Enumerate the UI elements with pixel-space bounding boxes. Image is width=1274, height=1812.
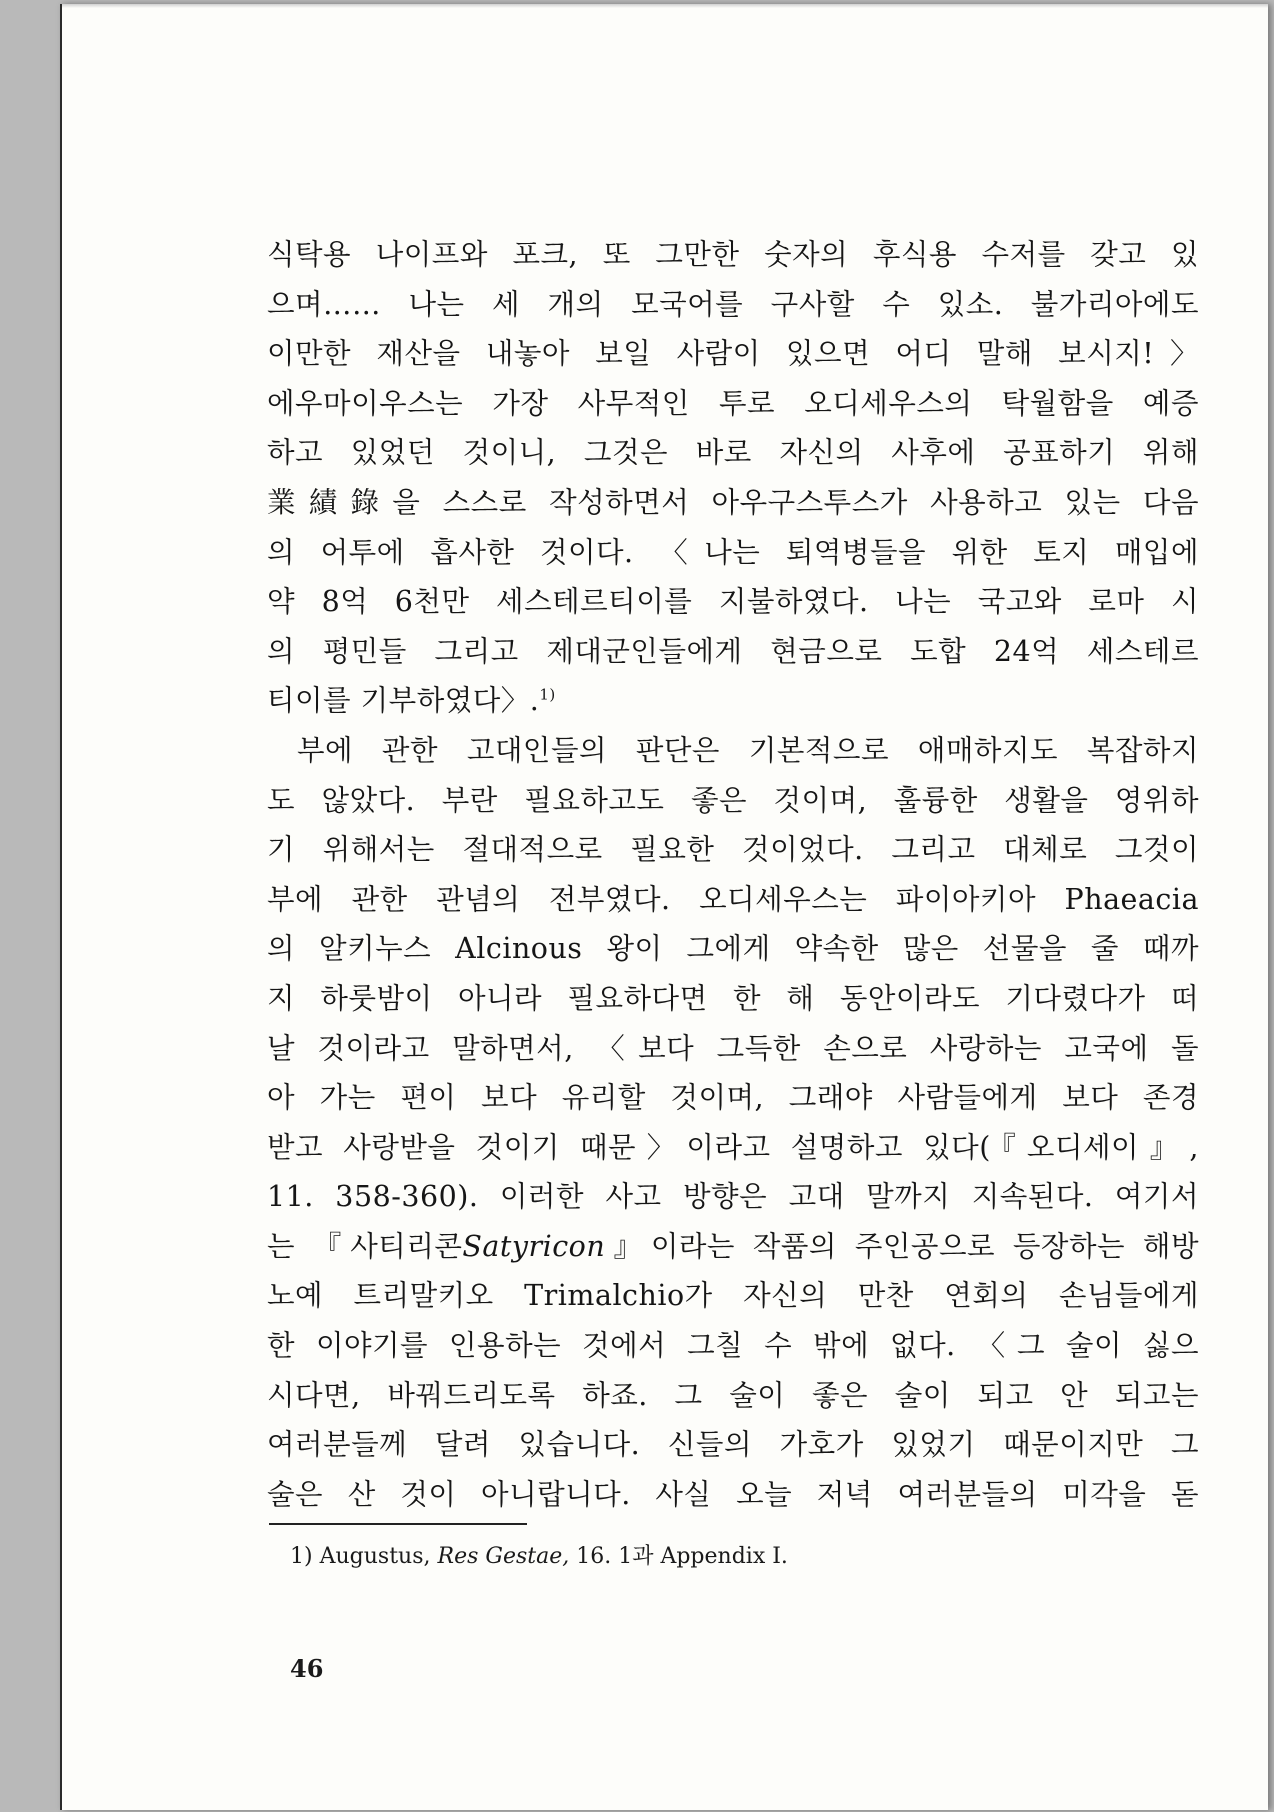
- text-line-content: 티이를 기부하였다〉.: [267, 684, 540, 718]
- body-text: [267, 230, 1199, 1519]
- text-line: 기 위해서는 절대적으로 필요한 것이었다. 그리고 대체로 그것이: [267, 833, 1199, 867]
- text-line: 식탁용 나이프와 포크, 또 그만한 숫자의 후식용 수저를 갖고 있: [267, 238, 1199, 271]
- footnote-detail: 16. 1과 Appendix I.: [576, 1544, 788, 1569]
- text-line: 약 8억 6천만 세스테르티이를 지불하였다. 나는 국고와 로마 시: [267, 585, 1199, 619]
- text-line: 에우마이우스는 가장 사무적인 투로 오디세우스의 탁월함을 예증: [267, 386, 1199, 420]
- text-line: 부에 관한 관념의 전부였다. 오디세우스는 파이아키아 Phaeacia: [267, 882, 1199, 916]
- footnote-number: 1): [290, 1544, 313, 1569]
- text-line: 이만한 재산을 내놓아 보일 사람이 있으면 어디 말해 보시지!〉: [267, 337, 1199, 371]
- footnote-author: Augustus,: [319, 1544, 431, 1569]
- text-line: 의 알키누스 Alcinous 왕이 그에게 약속한 많은 선물을 줄 때까: [267, 932, 1199, 966]
- text-line: 하고 있었던 것이니, 그것은 바로 자신의 사후에 공표하기 위해: [267, 436, 1199, 470]
- text-line: 11. 358-360). 이러한 사고 방향은 고대 말까지 지속된다. 여기서: [267, 1180, 1199, 1214]
- text-line: 도 않았다. 부란 필요하고도 좋은 것이며, 훌륭한 생활을 영위하: [267, 783, 1199, 817]
- text-line: 의 평민들 그리고 제대군인들에게 현금으로 도합 24억 세스테르: [267, 634, 1199, 668]
- book-page: [60, 4, 1268, 1810]
- page-number: 46: [290, 1654, 324, 1683]
- text-line-end: 』이라는 작품의 주인공으로 등장하는 해방: [605, 1229, 1199, 1263]
- text-line: 아 가는 편이 보다 유리할 것이며, 그래야 사람들에게 보다 존경: [267, 1081, 1199, 1115]
- text-line: [267, 1222, 1199, 1272]
- text-line: 술은 산 것이 아니랍니다. 사실 오늘 저녁 여러분들의 미각을 돋: [267, 1477, 1199, 1511]
- footnote-reference: 1): [539, 685, 556, 704]
- text-line: 받고 사랑받을 것이기 때문〉이라고 설명하고 있다(『오디세이』,: [267, 1130, 1199, 1164]
- text-line: 여러분들께 달려 있습니다. 신들의 가호가 있었기 때문이지만 그: [267, 1428, 1199, 1462]
- text-line: 부에 관한 고대인들의 판단은 기본적으로 애매하지도 복잡하지: [297, 733, 1199, 767]
- text-line: 노예 트리말키오 Trimalchio가 자신의 만찬 연회의 손님들에게: [267, 1279, 1199, 1313]
- text-line: [267, 676, 1199, 726]
- text-line: 지 하룻밤이 아니라 필요하다면 한 해 동안이라도 기다렸다가 떠: [267, 981, 1199, 1015]
- text-line-start: 는 『사티리콘: [267, 1229, 463, 1263]
- page-top-edge: [62, 4, 1268, 8]
- footnote-divider: [269, 1523, 527, 1525]
- text-line: 시다면, 바꿔드리도록 하죠. 그 술이 좋은 술이 되고 안 되고는: [267, 1378, 1199, 1412]
- text-line: 의 어투에 흡사한 것이다. 〈나는 퇴역병들을 위한 토지 매입에: [267, 535, 1199, 569]
- text-line: 날 것이라고 말하면서, 〈보다 그득한 손으로 사랑하는 고국에 돌: [267, 1031, 1199, 1065]
- footnote-title: Res Gestae,: [437, 1544, 570, 1569]
- text-line: 으며…… 나는 세 개의 모국어를 구사할 수 있소. 불가리아에도: [267, 287, 1199, 321]
- text-line: 業績錄을 스스로 작성하면서 아우구스투스가 사용하고 있는 다음: [267, 485, 1199, 519]
- footnote: [290, 1539, 788, 1570]
- italic-title: Satyricon: [462, 1229, 606, 1263]
- text-line: 한 이야기를 인용하는 것에서 그칠 수 밖에 없다. 〈그 술이 싫으: [267, 1329, 1199, 1363]
